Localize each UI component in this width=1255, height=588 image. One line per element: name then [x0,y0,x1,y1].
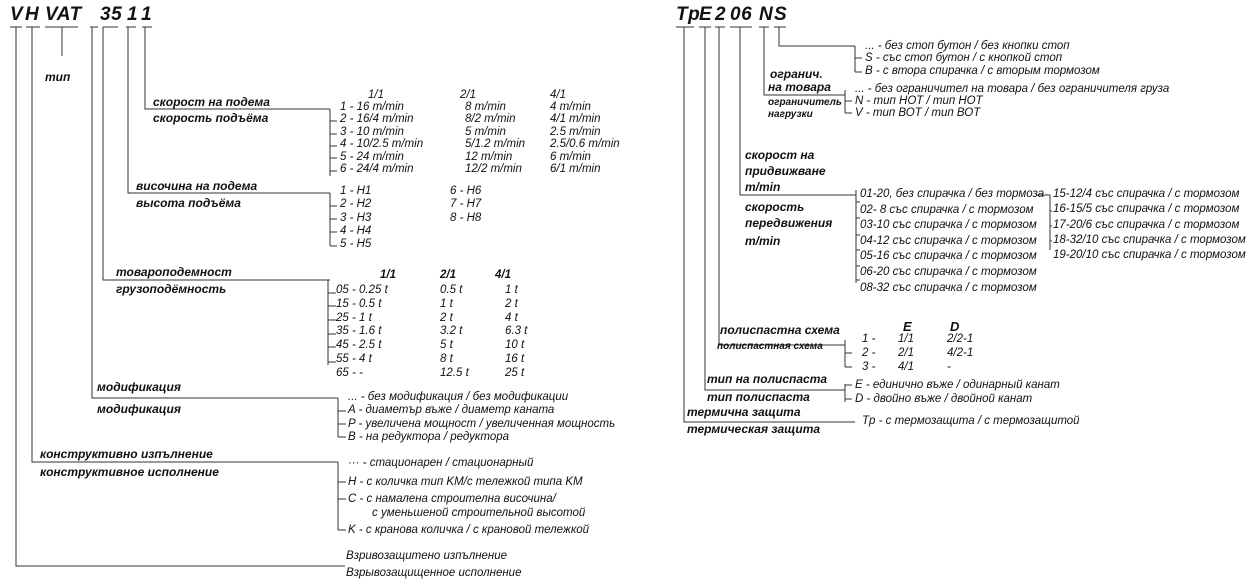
reeving-cell: 1/1 [898,333,914,345]
reeving-cell: 4/2-1 [947,347,974,359]
code-h: H [25,4,40,25]
lift-speed-cell: 12/2 m/min [465,163,522,175]
travel-speed-item: 19-20/10 със спирачка / с тормозом [1053,249,1246,262]
reeving-type-title-ru: тип полиспаста [707,390,810,404]
lift-speed-cell: 3 - 10 m/min [340,125,404,138]
capacity-cell: 25 t [505,366,525,379]
lift-height-item: 2 - H2 [340,198,372,211]
reeving-title-ru: полиспастная схема [717,341,823,352]
capacity-cell: 05 - 0.25 t [336,284,388,296]
travel-speed-item: 08-32 със спирачка / с тормозом [860,281,1037,294]
capacity-cell: 1 t [505,284,518,296]
explosion-bg: Взривозащитено изпълнение [346,550,508,562]
reeving-type-title-bg: тип на полиспаста [707,372,828,386]
lift-height-item: 4 - H4 [340,224,372,237]
design-title-bg: конструктивно изпълнение [40,447,213,461]
capacity-cell: 3.2 t [440,325,463,338]
travel-speed-item: 04-12 със спирачка / с тормозом [860,234,1037,247]
capacity-cell: 2 t [440,311,453,324]
lift-speed-cell: 1 - 16 m/min [340,101,404,113]
travel-speed-item: 01-20, без спирачка / без тормоза [860,188,1045,200]
reeving-title-bg: полиспастна схема [720,323,840,337]
overload-item: ... - без ограничител на товара / без ограничителя груза [855,83,1170,95]
lift-speed-cell: 2.5/0.6 m/min [550,138,620,151]
lift-speed-header: 2/1 [460,89,476,101]
lift-speed-cell: 2 - 16/4 m/min [340,113,414,126]
stop-item: S - със стоп бутон / с кнопкой стоп [865,52,1063,64]
code-2: 2 [715,4,727,25]
modification-item: ... - без модификация / без модификации [348,391,569,403]
capacity-title-ru: грузоподёмность [116,282,227,296]
reeving-cell: 4/1 [898,361,914,373]
design-item: C - с намалена строителна височина/ [348,493,556,505]
capacity-header: 1/1 [380,269,396,281]
design-item: с уменьшеной строительной высотой [372,507,586,519]
lift-speed-title-ru: скорость подъёма [153,111,269,125]
lift-speed-cell: 8 m/min [465,101,506,113]
travel-speed-item: 18-32/10 със спирачка / с тормозом [1053,233,1246,246]
reeving-cell: 2/2-1 [947,333,974,345]
capacity-cell: 25 - 1 t [336,311,372,324]
capacity-cell: 4 t [505,311,518,324]
reeving-type-item: E - единично въже / одинарный канат [855,379,1060,391]
code-vat: VAT [45,4,82,25]
lift-speed-cell: 5 m/min [465,125,506,138]
capacity-cell: 2 t [505,297,518,310]
code-n: N [759,4,774,25]
lift-speed-header: 1/1 [368,89,384,101]
capacity-cell: 5 t [440,339,453,352]
capacity-cell: 12.5 t [440,366,469,379]
lift-speed-cell: 6/1 m/min [550,163,601,175]
code-tp: Tp [676,4,701,25]
capacity-cell: 65 - - [336,366,363,379]
lift-speed-cell: 4 m/min [550,101,591,113]
travel-speed-item: 17-20/6 със спирачка / с тормозом [1053,218,1240,231]
lift-speed-cell: 5/1.2 m/min [465,138,526,151]
capacity-cell: 35 - 1.6 t [336,325,382,338]
travel-speed-item: 05-16 със спирачка / с тормозом [860,250,1037,263]
thermal-title-ru: термическая защита [687,422,821,436]
lift-speed-cell: 4 - 10/2.5 m/min [340,138,424,151]
capacity-cell: 45 - 2.5 t [336,339,382,352]
overload-item: N - тип НОТ / тип НОТ [855,95,983,107]
capacity-header: 2/1 [440,269,456,281]
reeving-header: D [950,319,960,334]
lift-height-item: 1 - H1 [340,185,372,197]
capacity-cell: 6.3 t [505,325,528,338]
reeving-type-item: D - двойно въже / двойной канат [855,393,1033,405]
travel-speed-item: 15-12/4 със спирачка / с тормозом [1053,188,1240,200]
lift-height-item: 7 - H7 [450,198,482,211]
lift-speed-cell: 6 m/min [550,150,591,163]
travel-speed-title-ru: m/min [745,234,781,248]
reeving-cell: 2 - [862,347,876,359]
modification-item: B - на редуктора / редуктора [348,430,510,443]
stop-item: B - с втора спирачка / с вторым тормозом [865,65,1100,77]
modification-title-bg: модификация [97,380,181,394]
code-e: E [699,4,713,25]
code-s: S [774,4,788,25]
lift-height-title-bg: височина на подема [136,179,258,193]
capacity-cell: 16 t [505,353,525,365]
travel-speed-title-ru: передвижения [745,216,833,230]
reeving-cell: 1 - [862,333,876,345]
lift-height-item: 5 - H5 [340,238,372,251]
lift-speed-cell: 5 - 24 m/min [340,150,404,163]
capacity-cell: 55 - 4 t [336,353,372,365]
overload-title-bg: огранич. [770,67,823,81]
overload-title-ru: ограничитель [768,97,842,108]
design-item: K - с кранова количка / с крановой тележкой [348,524,590,536]
design-item: ··· - стационарен / стационарный [348,457,534,469]
lift-speed-cell: 8/2 m/min [465,113,516,126]
lift-height-title-ru: высота подъёма [136,196,241,210]
stop-item: ... - без стоп бутон / без кнопки стоп [865,40,1070,52]
lift-speed-cell: 4/1 m/min [550,113,601,126]
travel-speed-title-bg: m/min [745,180,781,194]
capacity-cell: 10 t [505,339,525,352]
design-item: H - с количка тип KM/с тележкой типа KM [348,476,583,488]
modification-item: A - диаметър въже / диаметр каната [348,404,555,417]
capacity-header: 4/1 [495,269,511,281]
overload-title-ru: нагрузки [768,109,813,120]
overload-title-bg: на товара [768,80,831,94]
travel-speed-title-bg: скорост на [745,148,815,162]
code-35: 35 [100,4,123,25]
travel-speed-title-bg: придвижване [745,164,826,178]
lift-speed-cell: 6 - 24/4 m/min [340,163,414,175]
code-digit-1a: 1 [127,4,139,25]
travel-speed-item: 16-15/5 със спирачка / с тормозом [1053,203,1240,216]
explosion-ru: Взрывозащищенное исполнение [346,567,522,579]
code-v: V [10,4,24,25]
reeving-cell: 2/1 [898,347,914,359]
code-digit-1b: 1 [141,4,153,25]
lift-speed-title-bg: скорост на подема [153,95,270,109]
code-06: 06 [730,4,753,25]
travel-speed-item: 02- 8 със спирачка / с тормозом [860,203,1034,216]
lift-speed-header: 4/1 [550,89,566,101]
capacity-cell: 0.5 t [440,284,463,296]
design-title-ru: конструктивное исполнение [40,465,219,479]
type-label: тип [45,70,71,84]
travel-speed-item: 03-10 със спирачка / с тормозом [860,219,1037,232]
lift-height-item: 3 - H3 [340,211,372,224]
reeving-header: E [903,319,912,334]
travel-speed-item: 06-20 със спирачка / с тормозом [860,266,1037,278]
reeving-cell: - [947,361,951,373]
lift-speed-cell: 12 m/min [465,150,513,163]
reeving-cell: 3 - [862,361,876,373]
lift-speed-cell: 2.5 m/min [550,125,601,138]
capacity-title-bg: товароподемност [116,265,232,279]
thermal-item: Tp - с термозащита / с термозащитой [862,415,1080,427]
lift-height-item: 6 - H6 [450,185,482,197]
capacity-cell: 8 t [440,353,453,365]
overload-item: V - тип ВОТ / тип ВОТ [855,107,981,119]
modification-title-ru: модификация [97,402,181,416]
thermal-title-bg: термична защита [687,405,801,419]
capacity-cell: 15 - 0.5 t [336,297,382,310]
travel-speed-title-ru: скорость [745,200,805,214]
capacity-cell: 1 t [440,297,453,310]
modification-item: P - увеличена мощност / увеличенная мощность [348,417,616,430]
lift-height-item: 8 - H8 [450,211,482,224]
